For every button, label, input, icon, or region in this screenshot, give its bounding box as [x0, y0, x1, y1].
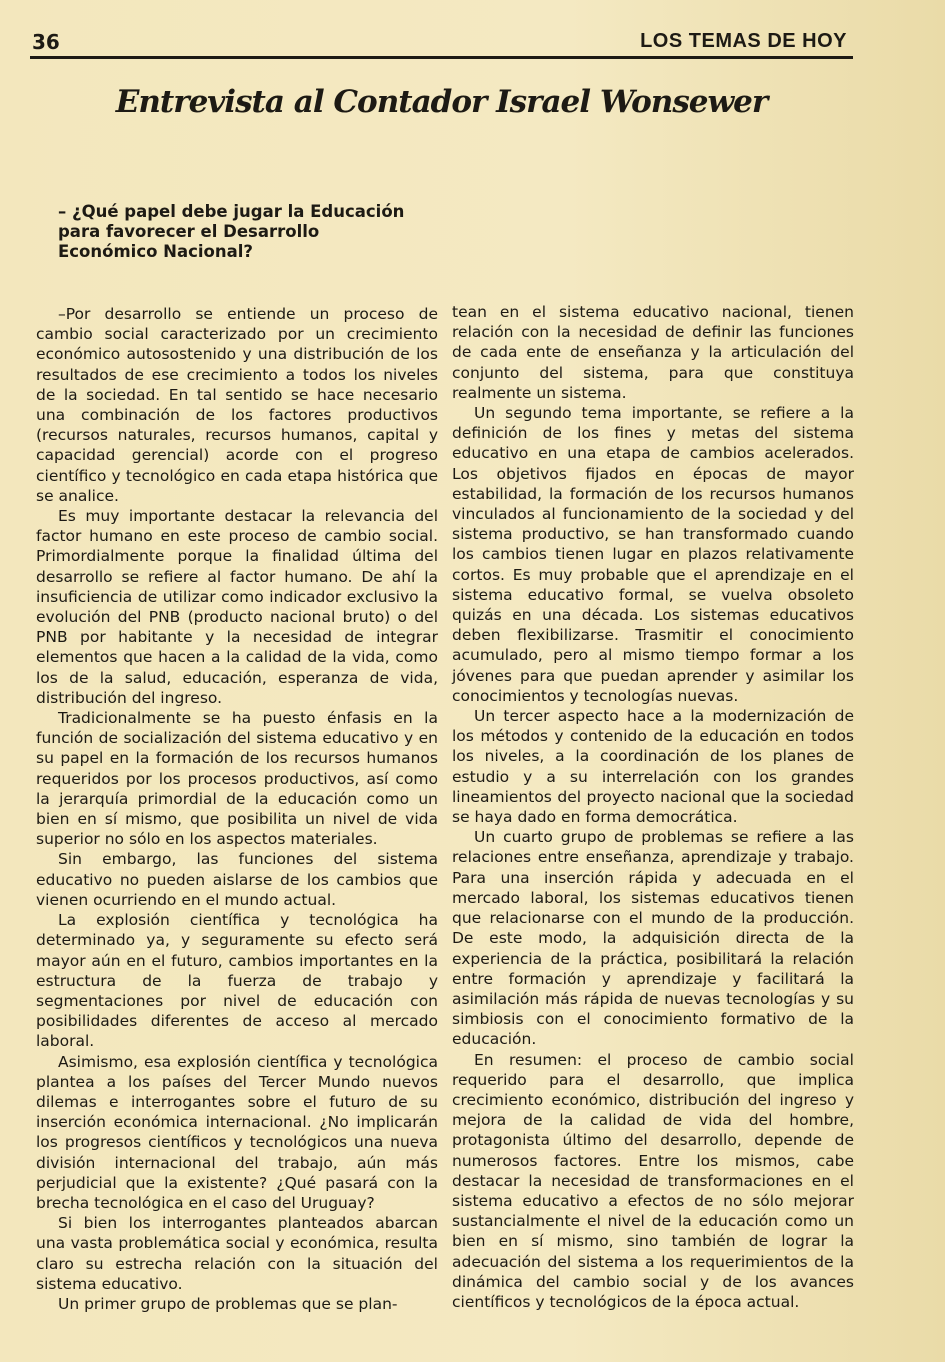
right-column: [452, 302, 854, 1312]
left-column: [36, 304, 438, 1314]
article-title: Entrevista al Contador Israel Wonsewer: [115, 84, 768, 120]
section-name: LOS TEMAS DE HOY: [640, 30, 847, 52]
paragraph: Un cuarto grupo de problemas se refiere a las relaciones entre enseñanza, aprendizaje y trabajo. Para una inserción rápida y adecuada en el mercado laboral, los sistemas educativos tienen que relacionarse con el mundo de la producción. De este modo, la adquisición directa de la experiencia de la práctica, posibilitará la relación entre formación y aprendizaje y facilitará la asimilación más rápida de nuevas tecnologías y su simbiosis con el conocimiento formativo de la educación.: [452, 828, 854, 1049]
paragraph: tean en el sistema educativo nacional, tienen relación con la necesidad de definir las funciones de cada ente de enseñanza y la articulación del conjunto del sistema, para que constituya realmente un sistema.: [452, 303, 854, 402]
paragraph: Sin embargo, las funciones del sistema educativo no pueden aislarse de los cambios que vienen ocurriendo en el mundo actual.: [36, 850, 438, 909]
paragraph: Un segundo tema importante, se refiere a la definición de los fines y metas del sistema educativo en una etapa de cambios acelerados. Los objetivos fijados en épocas de mayor estabilidad, la formación de los recursos humanos vinculados al funcionamiento de la sociedad y del sistema productivo, se han transformado cuando los cambios tienen lugar en plazos relativamente cortos. Es muy probable que el aprendizaje en el sistema educativo formal, se vuelva obsoleto quizás en una década. Los sistemas educativos deben flexibilizarse. Trasmitir el conocimiento acumulado, pero al mismo tiempo formar a los jóvenes para que puedan aprender y asimilar los conocimientos y tecnologías nuevas.: [452, 404, 854, 705]
paragraph: Asimismo, esa explosión científica y tecnológica plantea a los países del Tercer Mundo nuevos dilemas e interrogantes sobre el futuro de su inserción económica internacional. ¿No implicarán los progresos científicos y tecnológicos una nueva división internacional del trabajo, aún más perjudicial que la existente? ¿Qué pasará con la brecha tecnológica en el caso del Uruguay?: [36, 1052, 438, 1212]
paragraph: Un tercer aspecto hace a la modernización de los métodos y contenido de la educación en todos los niveles, a la coordinación de los planes de estudio y a su interrelación con los grandes lineamientos del proyecto nacional que la sociedad se haya dado en forma democrática.: [452, 707, 854, 827]
paragraph: Tradicionalmente se ha puesto énfasis en la función de socialización del sistema educativo y en su papel en la formación de los recursos humanos requeridos por los procesos productivos, así como la jerarquía primordial de la educación como un bien en sí mismo, que posibilita un nivel de vida superior no sólo en los aspectos materiales.: [36, 709, 438, 849]
paragraph: La explosión científica y tecnológica ha determinado ya, y seguramente su efecto será mayor aún en el futuro, cambios importantes en la estructura de la fuerza de trabajo y segmentaciones por nivel de educación con posibilidades diferentes de acceso al mercado laboral.: [36, 911, 438, 1051]
header-rule: [30, 56, 853, 59]
paragraph: Si bien los interrogantes planteados abarcan una vasta problemática social y económica, resulta claro su estrecha relación con la situación del sistema educativo.: [36, 1214, 438, 1293]
paragraph: –Por desarrollo se entiende un proceso de cambio social caracterizado por un crecimiento económico autosostenido y una distribución de los resultados de ese crecimiento a todos los niveles de la sociedad. En tal sentido se hace necesario una combinación de los factores productivos (recursos naturales, recursos humanos, capital y capacidad gerencial) acorde con el progreso científico y tecnológico en cada etapa histórica que se analice.: [36, 305, 438, 505]
paragraph: Es muy importante destacar la relevancia del factor humano en este proceso de cambio social. Primordialmente porque la finalidad última del desarrollo se refiere al factor humano. De ahí la insuficiencia de utilizar como indicador exclusivo la evolución del PNB (producto nacional bruto) o del PNB por habitante y la necesidad de integrar elementos que hacen a la calidad de la vida, como los de la salud, educación, esperanza de vida, distribución del ingreso.: [36, 507, 438, 707]
interview-question: – ¿Qué papel debe jugar la Educación para favorecer el Desarrollo Económico Nacional?: [58, 202, 405, 261]
page-number: 36: [32, 30, 60, 54]
paragraph: Un primer grupo de problemas que se plan-: [58, 1294, 398, 1313]
paragraph: En resumen: el proceso de cambio social requerido para el desarrollo, que implica crecimiento económico, distribución del ingreso y mejora de la calidad de vida del hombre, protagonista último del desarrollo, depende de numerosos factores. Entre los mismos, cabe destacar la necesidad de transformaciones en el sistema educativo a efectos de no sólo mejorar sustancialmente el nivel de la educación como un bien en sí mismo, sino también de lograr la adecuación del sistema a los requerimientos de la dinámica del cambio social y de los avances científicos y tecnológicos de la época actual.: [452, 1050, 854, 1311]
